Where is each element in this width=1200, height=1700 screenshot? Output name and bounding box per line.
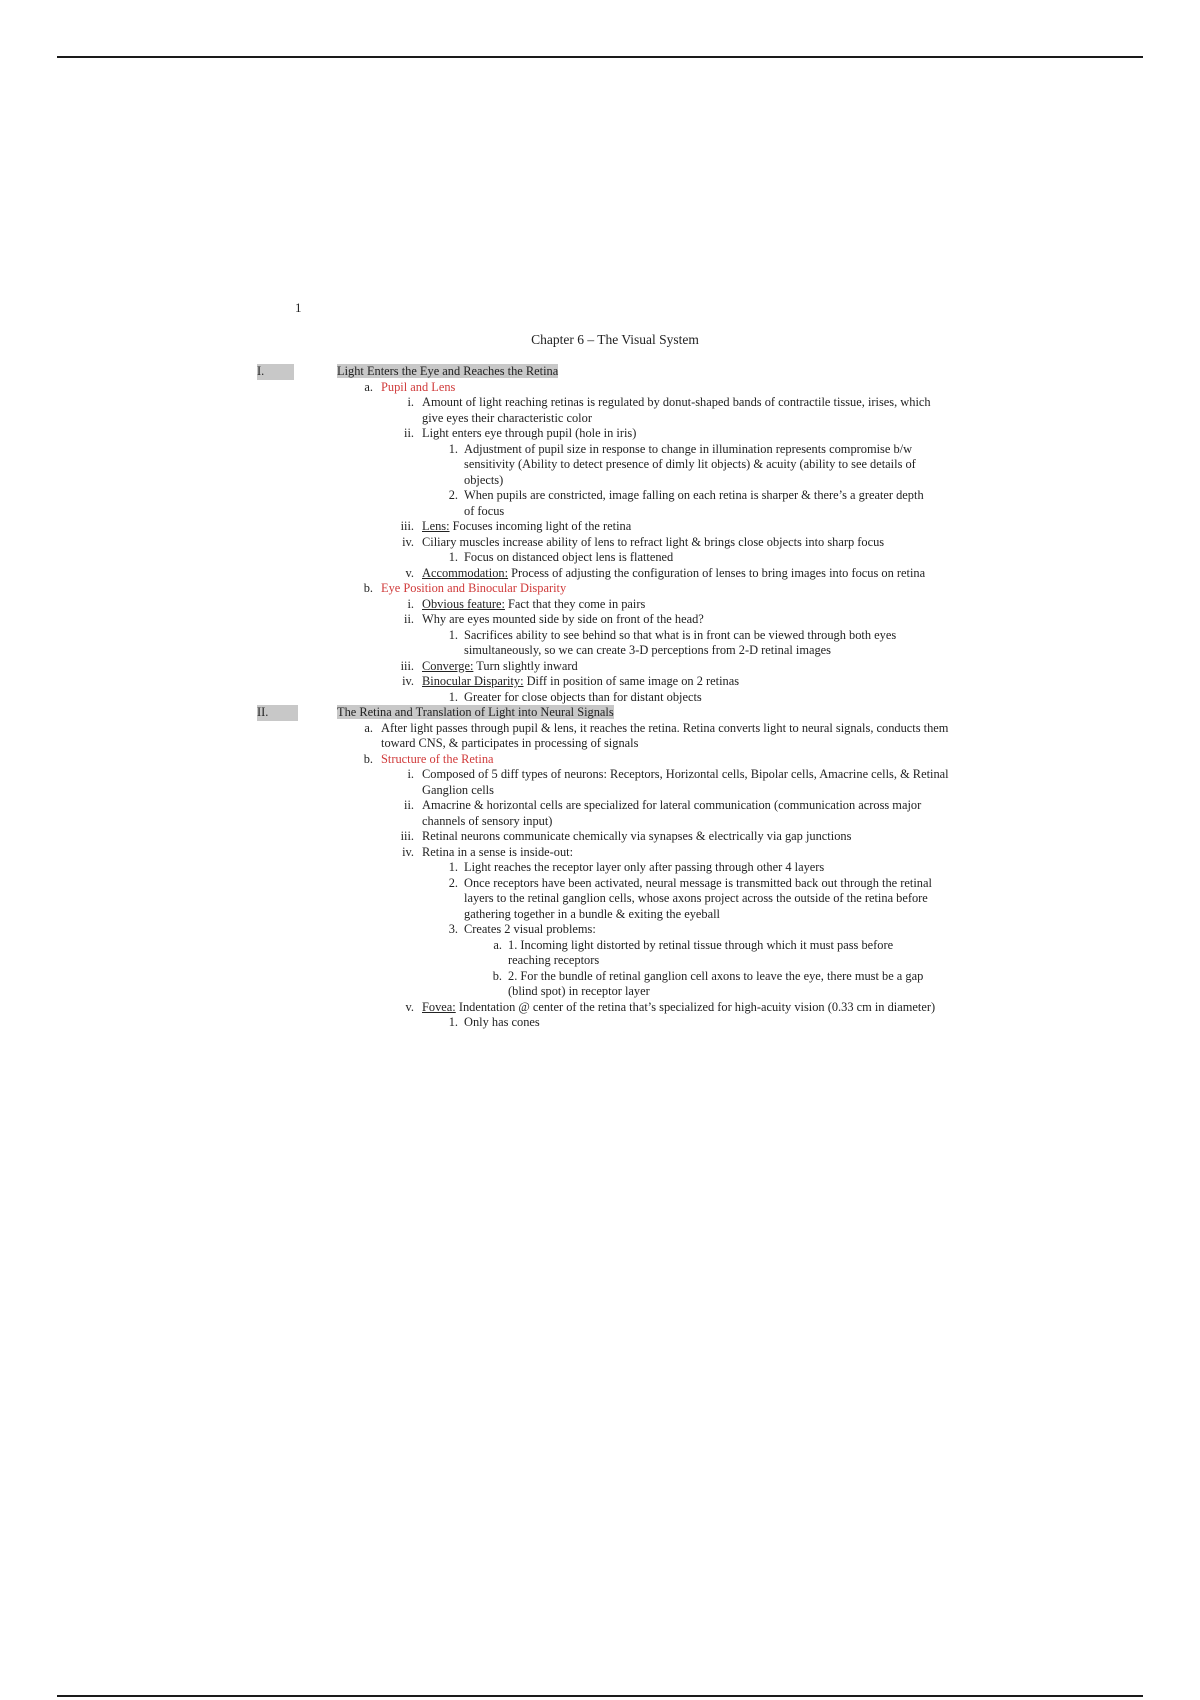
page-number: 1 (295, 300, 302, 315)
outline-marker: 2. (448, 875, 458, 890)
outline-item-level-4 (448, 875, 934, 923)
term-label: Binocular Disparity: (422, 674, 524, 688)
outline-item-level-5 (492, 968, 935, 1000)
outline-item-level-2 (364, 720, 949, 752)
outline-text (464, 922, 934, 938)
outline-marker: 1. (448, 1015, 458, 1029)
text-run: Only has cones (464, 1015, 540, 1029)
outline-text (422, 426, 950, 442)
outline-marker: 1. (448, 860, 458, 874)
text-run: Turn slightly inward (473, 658, 578, 673)
outline-text (508, 938, 935, 969)
section-heading (337, 364, 937, 380)
outline-marker: ii. (404, 426, 414, 440)
text-run: Ciliary muscles increase ability of lens to refract light & brings close objects into sharp focus (422, 534, 885, 549)
outline-marker: 1. (448, 441, 458, 456)
outline-text (464, 628, 934, 659)
outline-item-level-4 (448, 1015, 934, 1031)
text-run: Composed of 5 diff types of neurons: Receptors, Horizontal cells, Bipolar cells, Amacrine cells, & Retinal Ganglion cells (422, 767, 949, 797)
text-run: Indentation @ center of the retina that’s specialized for high-acuity vision (0.33 cm in diameter) (455, 999, 936, 1014)
outline-item-level-3 (400, 658, 950, 675)
outline-text (422, 612, 950, 628)
term-label: Fovea: (422, 999, 456, 1014)
outline-marker: 1. (448, 689, 458, 704)
outline-item-level-1 (257, 364, 937, 380)
outline-marker: 3. (448, 922, 458, 936)
outline-marker: b. (363, 581, 373, 595)
outline-marker: 1. (448, 550, 458, 564)
chapter-title: Chapter 6 – The Visual System (531, 332, 699, 347)
outline-marker: a. (364, 379, 373, 394)
outline-item-level-2 (363, 581, 949, 597)
outline-marker: iii. (400, 519, 414, 533)
top-divider (57, 56, 1143, 58)
outline-marker: v. (405, 565, 414, 580)
outline-item-level-3 (405, 999, 950, 1016)
outline-item-level-3 (402, 844, 950, 861)
outline-item-level-4 (448, 689, 934, 706)
text-run: The Retina and Translation of Light into Neural Signals (337, 705, 614, 719)
outline-text (422, 829, 950, 845)
outline-item-level-4 (448, 488, 934, 519)
outline-item-level-3 (400, 519, 950, 535)
text-run: 2. For the bundle of retinal ganglion cell axons to leave the eye, there must be a gap (blind spot) in receptor layer (508, 968, 924, 998)
outline-text (464, 1015, 934, 1031)
text-run: Diff in position of same image on 2 retinas (523, 674, 740, 688)
outline-item-level-3 (404, 426, 950, 442)
outline-text (381, 380, 949, 396)
outline-marker: i. (407, 596, 414, 611)
outline-marker: a. (364, 720, 373, 735)
text-run: Adjustment of pupil size in response to change in illumination represents compromise b/w sensitivity (Ability to detect presence of dimly lit objects) & acuity (ability to see details of objects) (464, 441, 916, 487)
outline-marker: ii. (404, 798, 414, 812)
outline-text (422, 519, 950, 535)
outline-text (381, 581, 949, 597)
text-run: Amount of light reaching retinas is regulated by donut-shaped bands of contractile tissue, irises, which give eyes their characteristic color (422, 395, 931, 425)
outline-text (464, 876, 934, 923)
outline-item-level-3 (404, 798, 950, 829)
outline-text (422, 535, 950, 551)
text-run: 1. Incoming light distorted by retinal tissue through which it must pass before reaching receptors (508, 937, 894, 967)
text-run: Once receptors have been activated, neural message is transmitted back out through the retinal layers to the retinal ganglion cells, whose axons project across the outside of the retina before gathering together in a bundle & exiting the eyeball (464, 875, 932, 921)
outline-item-level-5 (493, 937, 935, 969)
term-label: Converge: (422, 658, 474, 673)
outline-item-level-3 (407, 596, 950, 613)
text-run: Focus on distanced object lens is flattened (464, 550, 674, 564)
text-run: Retina in a sense is inside-out: (422, 844, 574, 859)
text-run: Light enters eye through pupil (hole in iris) (422, 426, 637, 440)
outline-marker: iv. (402, 674, 414, 688)
subsection-title: Structure of the Retina (381, 751, 494, 766)
outline-text (422, 767, 950, 798)
outline-item-level-3 (400, 829, 950, 845)
outline-marker: iii. (400, 658, 414, 673)
outline-marker: i. (407, 395, 414, 409)
outline-item-level-3 (407, 767, 950, 798)
text-run: Creates 2 visual problems: (464, 922, 596, 936)
outline-text (422, 674, 950, 690)
text-run: Fact that they come in pairs (504, 596, 646, 611)
outline-text (422, 798, 950, 829)
outline (255, 364, 975, 1031)
outline-item-level-4 (448, 860, 934, 876)
outline-item-level-3 (405, 565, 950, 582)
term-label: Obvious feature: (422, 596, 505, 611)
outline-item-level-1 (257, 705, 937, 721)
outline-text (422, 566, 950, 582)
outline-text (464, 860, 934, 876)
text-run: Light Enters the Eye and Reaches the Retina (337, 364, 559, 378)
subsection-title: Eye Position and Binocular Disparity (381, 581, 567, 595)
text-run: Why are eyes mounted side by side on front of the head? (422, 612, 704, 626)
outline-item-level-2 (363, 751, 949, 768)
outline-marker: I. (257, 364, 294, 380)
text-run: Focuses incoming light of the retina (449, 519, 632, 533)
text-run: Amacrine & horizontal cells are specialized for lateral communication (communication across major channels of sensory input) (422, 798, 922, 828)
outline-marker: b. (363, 751, 373, 766)
outline-item-level-4 (448, 441, 934, 489)
outline-item-level-2 (364, 379, 949, 396)
outline-text (422, 1000, 950, 1016)
text-run: When pupils are constricted, image falling on each retina is sharper & there’s a greater depth of focus (464, 488, 924, 518)
subsection-title: Pupil and Lens (381, 379, 456, 394)
outline-text (508, 969, 935, 1000)
outline-marker: 2. (448, 488, 458, 502)
outline-text (422, 395, 950, 426)
outline-item-level-4 (448, 922, 934, 938)
outline-item-level-4 (448, 550, 934, 566)
outline-text (464, 690, 934, 706)
outline-marker: ii. (404, 612, 414, 626)
outline-item-level-4 (448, 627, 934, 659)
outline-marker: a. (493, 937, 502, 952)
text-run: Sacrifices ability to see behind so that what is in front can be viewed through both eyes simultaneously, so we can create 3-D perceptions from 2-D retinal images (464, 627, 897, 657)
outline-marker: II. (257, 705, 298, 721)
outline-text (464, 442, 934, 489)
outline-text (381, 752, 949, 768)
outline-marker: b. (492, 968, 502, 983)
outline-marker: iv. (402, 844, 414, 859)
outline-marker: iii. (400, 829, 414, 843)
outline-text (422, 845, 950, 861)
term-label: Lens: (422, 519, 450, 533)
text-run: After light passes through pupil & lens, it reaches the retina. Retina converts light to neural signals, conducts them toward CNS, & participates in processing of signals (381, 720, 949, 750)
document-page (255, 260, 975, 1200)
section-heading (337, 705, 937, 721)
outline-text (422, 659, 950, 675)
outline-marker: 1. (448, 627, 458, 642)
text-run: Process of adjusting the configuration of lenses to bring images into focus on retina (508, 565, 926, 580)
outline-marker: v. (405, 999, 414, 1014)
outline-marker: i. (407, 767, 414, 781)
outline-text (464, 488, 934, 519)
text-run: Light reaches the receptor layer only after passing through other 4 layers (464, 860, 825, 874)
outline-item-level-3 (402, 674, 950, 690)
outline-text (381, 721, 949, 752)
text-run: Greater for close objects than for distant objects (464, 689, 702, 704)
outline-item-level-3 (404, 612, 950, 628)
bottom-divider (57, 1695, 1143, 1697)
outline-item-level-3 (407, 395, 950, 426)
outline-text (422, 597, 950, 613)
text-run: Retinal neurons communicate chemically via synapses & electrically via gap junctions (422, 829, 852, 843)
outline-item-level-3 (402, 534, 950, 551)
outline-marker: iv. (402, 534, 414, 549)
term-label: Accommodation: (422, 565, 509, 580)
outline-text (464, 550, 934, 566)
